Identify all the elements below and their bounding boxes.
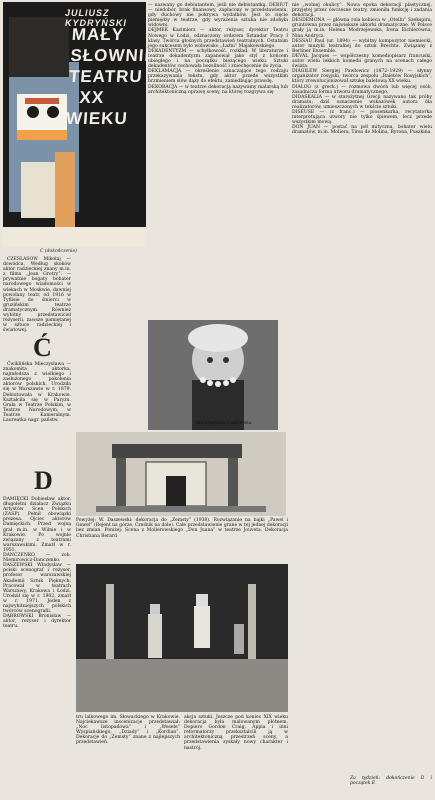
article-header	[3, 2, 159, 247]
column-3	[292, 3, 432, 773]
entry-text: DANCZENKO — zob. Niemirowicz-Danczenko.	[3, 553, 71, 564]
entry-text: nie „wolnej okulicy”. Nowa epoka dekoracji plastycznej, przyjętej przez ówczesne teatry, zmieniła funkcję i zadania dekoracji.	[292, 3, 432, 19]
bottom-column-left	[76, 715, 180, 797]
article-title	[65, 24, 160, 129]
entry-text: DESDEMONA — główna rola kobieca w „Otellu” Szekspira, gruntowna przez największe aktorki dramatyczne. W Polsce grały ją m.in. Helena Modrzejewska, Irena Eichlerówna, Nina Andrycz.	[292, 18, 432, 39]
portrait-photo	[148, 320, 278, 430]
bottom-column-mid	[184, 715, 288, 797]
don-juan-scene-photo	[76, 564, 288, 712]
entry-text: DESSAU Paul (ur. 1894) — wybitny kompozytor niemiecki, autor muzyki teatralnej do sztuk Brechta. Związany z Berliner Ensemble.	[292, 38, 432, 54]
entry-text: DEKADENTYZM — schyłkowość, rozkład. W literaturze i teatrze dekadentyzm zapanował jako styl z końcem ubiegłego i na początku bieżącego wieku. Sztuki dekadentów cechowała bezsilność i zniechęcenie do życia.	[148, 48, 288, 70]
entry-text: DIAGILEW Siergiej Pawłowicz (1872–1929) — słynny organizator rosyjski, twórca zespołu „Baletów Rosyjskich”, który zrewolucjonizował sztukę baletową XX wieku.	[292, 69, 432, 85]
entry-text: CZESLASOW Mikołaj — dowódca. Według skoków aktor radzieckiej znany m.in. z filmu „Jean Grotry”. — prywatnie bogaty bohater narodowego wiadomości w wiekach w Moskwie, dawniej powołany teatr, od 1916 w Tyflisie do śmierci w gruzińskim teatrze dramatycznym. Również wybitny przedstawiciel reżyserii, zawsze pamiętanej w sztuce radzieckiej i światowej.	[3, 257, 71, 334]
title-line: TEATRU	[68, 67, 144, 86]
entry-text: DISEUSE — (z franc.) — piosenkarka, recytatorka interpretująca utwory nie tylko śpiewem, lecz przede wszystkim mową.	[292, 109, 432, 126]
letter-c-heading: Ć	[33, 333, 52, 362]
portrait-caption: Mieczysława Ćwiklińska	[196, 421, 252, 426]
article-author: JULIUSZ KYDRYŃSKI	[65, 8, 127, 28]
scene-image-icon	[76, 564, 288, 712]
entry-text: DEJMEK Kazimierz — aktor, reżyser, dyrektor Teatru Nowego w Łodzi, odznaczony orderem Sztandar Pracy I klasy. Twórca głośnych przedstawień teatralnych. Ostatnim jego sukcesem było widowisko „Łaźni” Majakowskiego.	[148, 28, 288, 49]
column-1-d	[3, 497, 71, 797]
entry-text: akcja sztuki. Jeszcze pod koniec XIX wieku dekoracja była malowanym płótnem. Dopiero Gordon Craig, Appia i inni reformatorzy przekształcili ją w architektoniczną przestrzeń sceny, a przedstawienia zyskały nowy charakter i nastrój.	[184, 715, 288, 751]
stage-design-photo	[76, 432, 286, 516]
entry-text: DEKLAMACJA — określenie oznaczające tego rodzaju przekazywania tekstu, gdy aktor przede wszystkim brzmieniem słów dąży do efektu, zaniedbując prawdę.	[148, 69, 288, 85]
entry-text: tru lalkowego im. Słowackiego w Krakowie. Najciekawsze inscenizacje przedstawiał: „Noc listopadowa” i „Wesele” Wyspiańskiego, „Dziady” i „Kordian”. Dekoracje do „Zemsty” znane z najlepszych przedstawień.	[76, 715, 180, 746]
entry-text: DĄBROWSKI Bronisław — aktor, reżyser i dyrektor teatru.	[3, 614, 71, 630]
entry-text: DON JUAN — postać na pół mityczna, bohater wielu dramatów, m.in. Moliera, Tirsa de Molina, Byrona, Puszkina.	[292, 125, 432, 136]
portrait-image-icon	[148, 320, 278, 430]
next-week-note: Za tydzień: dokończenie D i początek E	[350, 776, 432, 787]
column-2	[148, 3, 288, 318]
title-line: MAŁY	[71, 25, 125, 44]
title-line: SŁOWNIK	[69, 46, 159, 65]
title-line: WIEKU	[65, 109, 129, 128]
stage-drawing-icon	[76, 432, 286, 516]
photo-caption: Powyżej: W. Daszewski: dekoracja do „Zemsty” (1938). Rozwiązanie na bajki „Pawel i Gawel” (Rejent na górze, Cześnik na dole). Całe przedstawienie grane w tej jednej dekoracji bez zmian. Poniżej: Scena z Mollerowskiego „Don Juana” w teatrze Jouveta. Dekoracja Christiana Berard	[76, 518, 288, 539]
entry-text: DIDASKALIA — w starożytnej Grecji nazywano tak próby dramatu; dziś oznaczenie wskazówek autora dla realizatorów, umieszczonych w tekście sztuki.	[292, 94, 432, 110]
entry-text: DIALOG (z greck.) — rozmowa dwóch lub więcej osób, zasadnicza forma utworu dramatycznego.	[292, 84, 432, 95]
entry-text: — nazwany go debiutantem, jeśli nie debiutantką. DEBIUT — niedobór, brak finansowy, zapłacony w przedstawieniu, gdy duchowy nie pokrywa wydatków. Jest to cięcie pieniędzy w teatrze, gdy wyrażenia sztuka nie zdobyła widowni.	[148, 3, 288, 29]
entry-text: DEKORACJA — w teatrze dekoracją nazywamy malarską lub architektoniczną oprawę sceny, na której rozgrywa się	[148, 84, 288, 95]
entry-text: DASZEWSKI Władysław — polski scenograf i reżyser, profesor warszawskiej Akademii Sztuk Pięknych. Pracował w teatrach Warszawy, Krakowa i Łodzi. Urodził się w r. 1902, zmarł w r. 1971. Jeden z najwybitniejszych polskich twórców scenografii.	[3, 563, 71, 615]
section-continuation: C (dokończenie)	[40, 249, 77, 254]
entry-text: Ćwiklińska Mieczysława — znakomita aktorka, najmłodsza z wielkiego i zasłużonego pokolenia aktorów polskich. Urodziła się w Warszawie w r. 1879. Debiutowała w Krakowie. Kształciła się w Paryżu. Grała w Teatrze Polskim, w Teatrze Narodowym, w Teatrze Kameralnym. Laureatka nagr. państw.	[3, 362, 71, 424]
entry-text: DAMIĘCKI Dobiesław aktor, długoletni działacz Związku Artystów Scen Polskich (ZASP). Pełnił obowiązki prezesa. Ojciec aktorów Damięckich. Przed wojną grał m.in. w Wilnie i w Krakowie. Po wojnie związany z teatrami warszawskimi. Zmarł w r. 1951.	[3, 497, 71, 553]
column-1-top	[3, 257, 71, 333]
entry-text: DEVAL Jacques — współczesny komediopisarz francuski, autor wielu lekkich komedii granych na scenach całego świata.	[292, 53, 432, 70]
title-line: XX	[78, 88, 105, 107]
letter-d-heading: D	[34, 466, 53, 495]
column-1-c	[3, 362, 71, 462]
